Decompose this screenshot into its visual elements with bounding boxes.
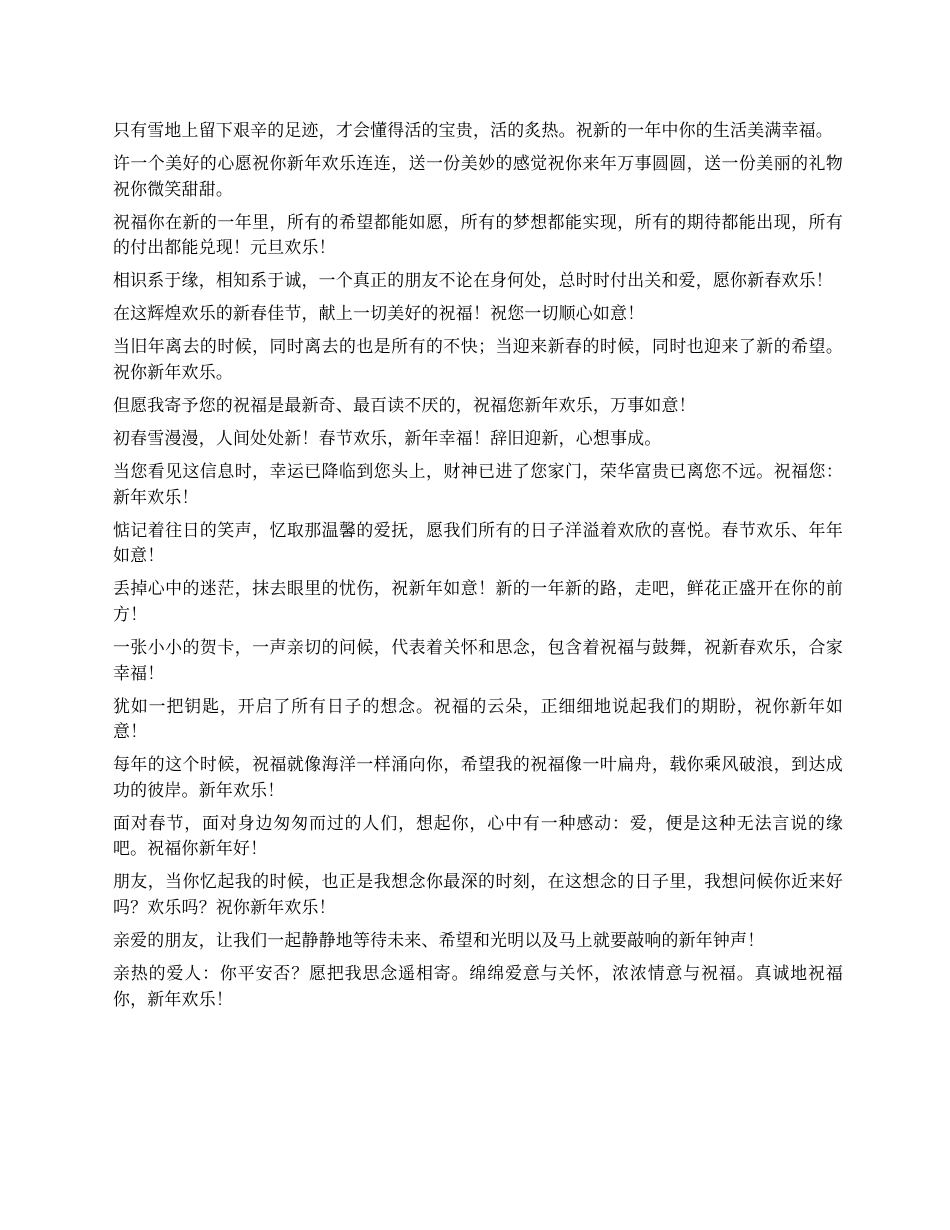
paragraph: 亲爱的朋友，让我们一起静静地等待未来、希望和光明以及马上就要敲响的新年钟声！: [113, 930, 765, 950]
paragraph: 相识系于缘，相知系于诚，一个真正的朋友不论在身何处，总时时付出关和爱，愿你新春欢乐！: [113, 270, 833, 291]
paragraph: 面对春节，面对身边匆匆而过的人们，想起你，心中有一种感动：爱，便是这种无法言说的缘吧。祝福你新年好！: [113, 812, 843, 859]
paragraph: 惦记着往日的笑声，忆取那温馨的爱抚，愿我们所有的日子洋溢着欢欣的喜悦。春节欢乐、年年如意！: [113, 519, 843, 566]
paragraph: 当您看见这信息时，幸运已降临到您头上，财神已进了您家门，荣华富贵已离您不远。祝福您：新年欢乐！: [113, 461, 843, 507]
paragraph: 当旧年离去的时候，同时离去的也是所有的不快；当迎来新春的时候，同时也迎来了新的希望。祝你新年欢乐。: [113, 336, 843, 382]
paragraph: 一张小小的贺卡，一声亲切的问候，代表着关怀和思念，包含着祝福与鼓舞，祝新春欢乐，合家幸福！: [113, 637, 843, 683]
paragraph: 但愿我寄予您的祝福是最新奇、最百读不厌的，祝福您新年欢乐，万事如意！: [113, 395, 696, 416]
paragraph: 朋友，当你忆起我的时候，也正是我想念你最深的时刻，在这想念的日子里，我想问候你近来好吗？欢乐吗？祝你新年欢乐！: [113, 871, 843, 917]
paragraph: 只有雪地上留下艰辛的足迹，才会懂得活的宝贵，活的炙热。祝新的一年中你的生活美满幸福。: [113, 120, 833, 140]
paragraph: 许一个美好的心愿祝你新年欢乐连连，送一份美妙的感觉祝你来年万事圆圆，送一份美丽的礼物祝你微笑甜甜。: [113, 153, 843, 199]
paragraph: 在这辉煌欢乐的新春佳节，献上一切美好的祝福！祝您一切顺心如意！: [113, 303, 645, 324]
document-page: [113, 118, 843, 1020]
paragraph: 亲热的爱人：你平安否？愿把我思念遥相寄。绵绵爱意与关怀，浓浓情意与祝福。真诚地祝福你，新年欢乐！: [113, 963, 843, 1009]
paragraph: 丢掉心中的迷茫，抹去眼里的忧伤，祝新年如意！新的一年新的路，走吧，鲜花正盛开在你的前方！: [113, 578, 843, 624]
paragraph: 祝福你在新的一年里，所有的希望都能如愿，所有的梦想都能实现，所有的期待都能出现，所有的付出都能兑现！元旦欢乐！: [113, 211, 843, 258]
paragraph: 犹如一把钥匙，开启了所有日子的想念。祝福的云朵，正细细地说起我们的期盼，祝你新年如意！: [113, 695, 843, 742]
paragraph: 每年的这个时候，祝福就像海洋一样涌向你，希望我的祝福像一叶扁舟，载你乘风破浪，到达成功的彼岸。新年欢乐！: [113, 754, 843, 800]
paragraph: 初春雪漫漫，人间处处新！春节欢乐，新年幸福！辞旧迎新，心想事成。: [113, 428, 662, 449]
